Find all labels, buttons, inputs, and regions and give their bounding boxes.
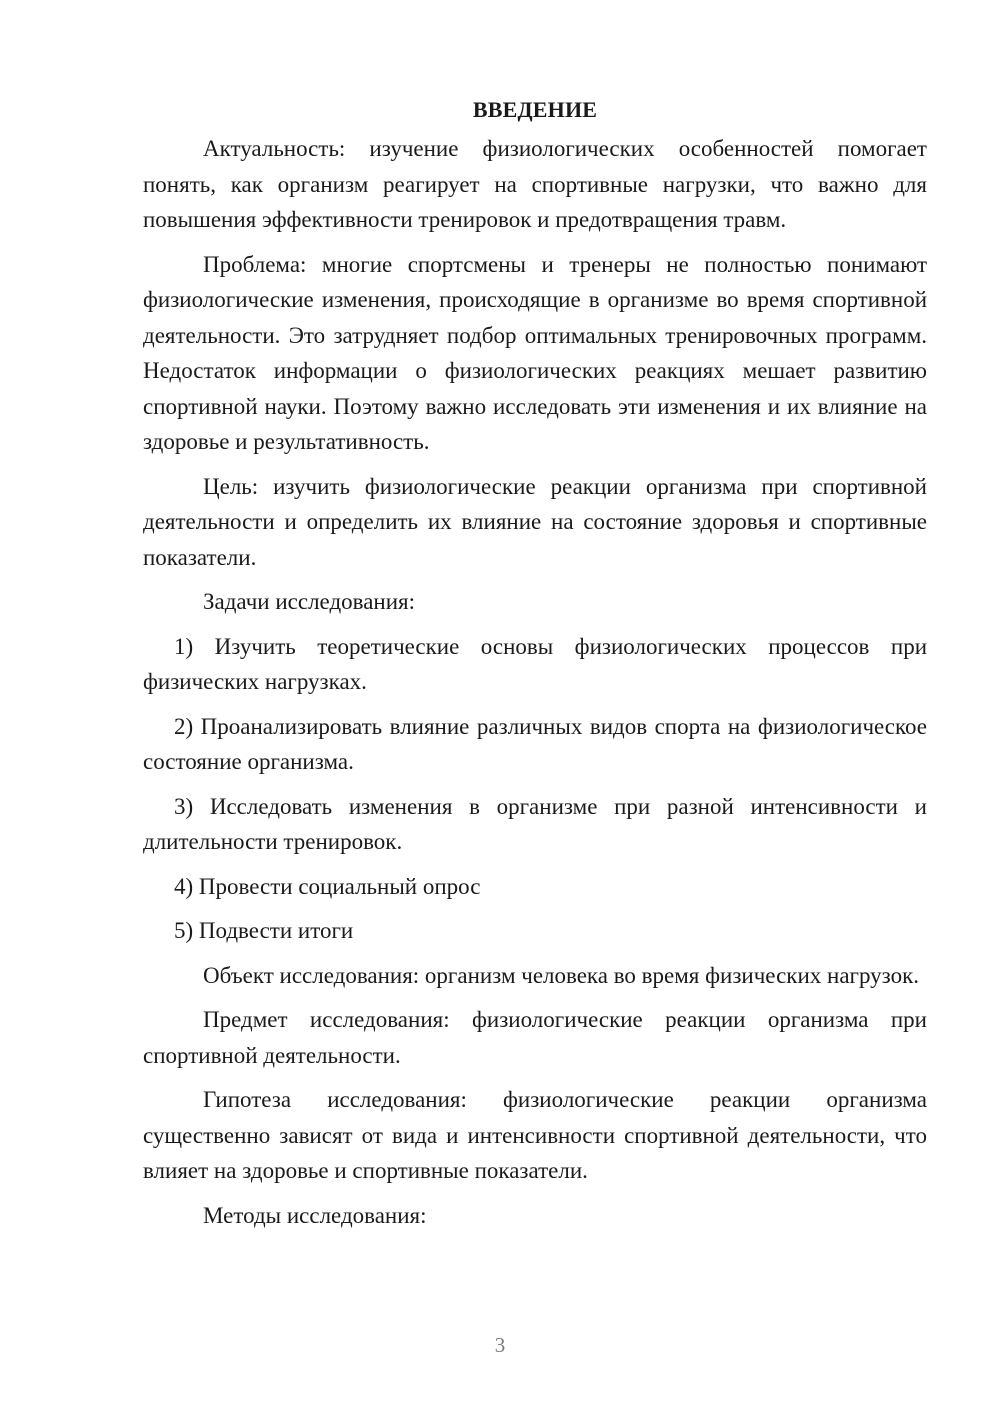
task-item-3: 3) Исследовать изменения в организме при разной интенсивности и длительности тренировок. [143, 793, 927, 854]
page-content [143, 93, 927, 1242]
hypothesis-paragraph: Гипотеза исследования: физиологические реакции организма существенно зависят от вида и интенсивности спортивной деятельности, что влияет на здоровье и спортивные показатели. [143, 1087, 927, 1183]
page-number: 3 [494, 1333, 506, 1357]
methods-title: Методы исследования: [203, 1202, 427, 1228]
subject-paragraph: Предмет исследования: физиологические реакции организма при спортивной деятельности. [143, 1007, 927, 1068]
object-paragraph: Объект исследования: организм человека во время физических нагрузок. [203, 962, 920, 988]
section-heading: ВВЕДЕНИЕ [472, 97, 598, 122]
task-item-1: 1) Изучить теоретические основы физиологических процессов при физических нагрузках. [143, 633, 927, 694]
problem-paragraph: Проблема: многие спортсмены и тренеры не полностью понимают физиологические изменения, происходящие в организме во время спортивной деятельности. Это затрудняет подбор оптимальных тренировочных программ. Недостаток информации о физиологических реакциях мешает развитию спортивной науки. Поэтому важно исследовать эти изменения и их влияние на здоровье и результативность. [143, 251, 927, 454]
task-item-4: 4) Провести социальный опрос [174, 873, 481, 899]
task-item-2: 2) Проанализировать влияние различных видов спорта на физиологическое состояние организма. [143, 713, 927, 774]
goal-paragraph: Цель: изучить физиологические реакции организма при спортивной деятельности и определить их влияние на состояние здоровья и спортивные показатели. [143, 473, 927, 570]
tasks-title: Задачи исследования: [203, 589, 416, 614]
task-item-5: 5) Подвести итоги [174, 918, 354, 943]
relevance-paragraph: Актуальность: изучение физиологических особенностей помогает понять, как организм реагирует на спортивные нагрузки, что важно для повышения эффективности тренировок и предотвращения травм. [143, 136, 927, 232]
